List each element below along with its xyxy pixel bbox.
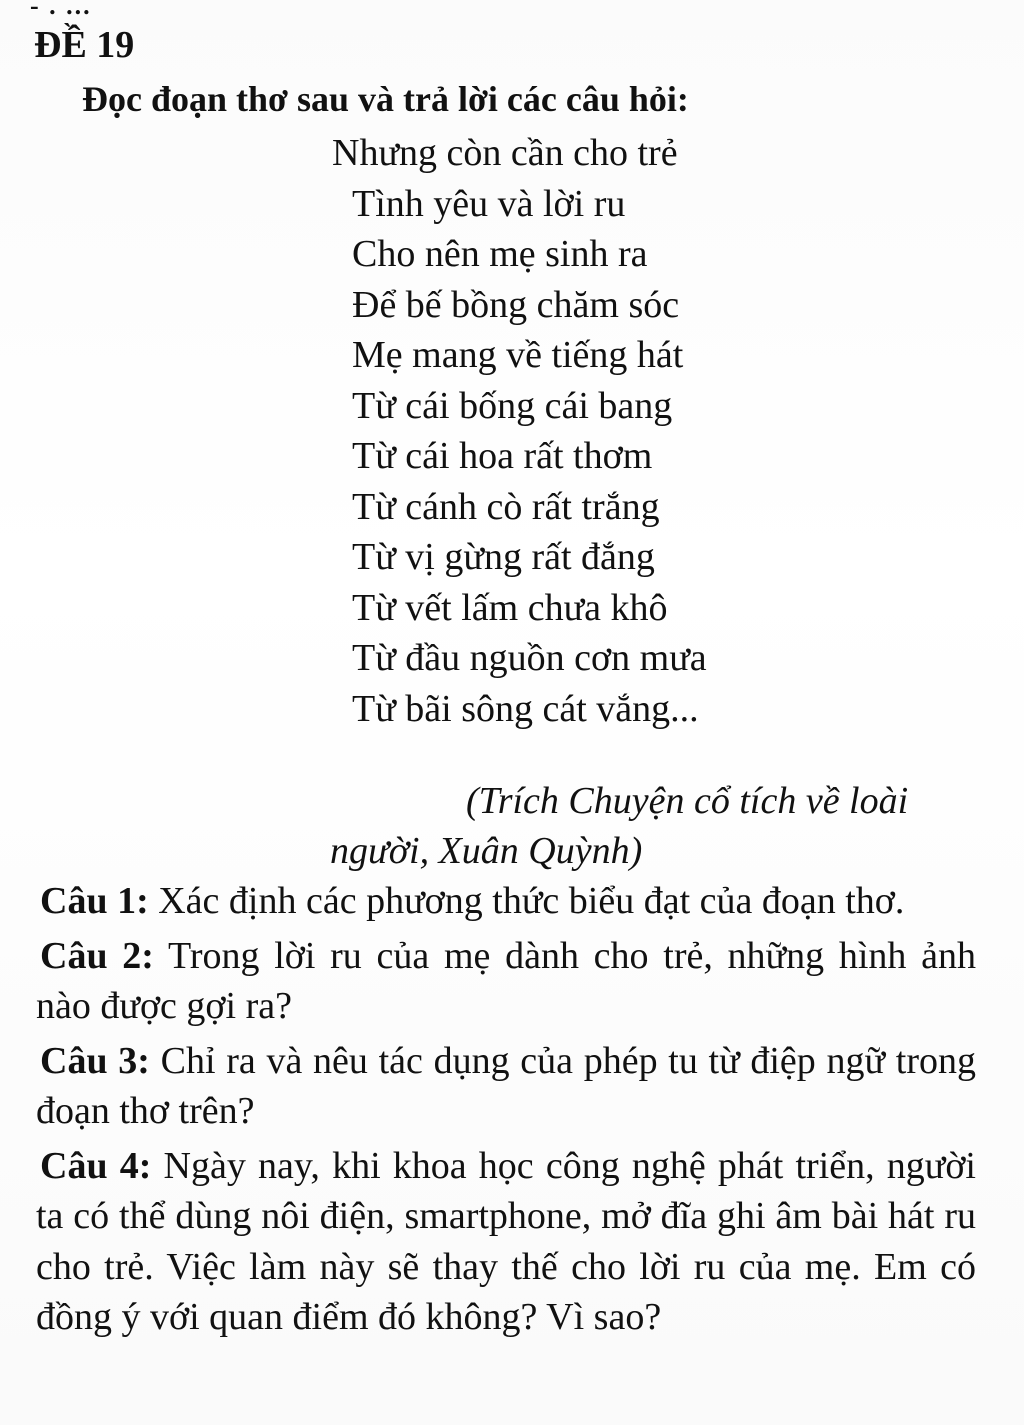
poem-excerpt [332, 128, 707, 734]
question-text: Chỉ ra và nêu tác dụng của phép tu từ điệp ngữ trong đoạn thơ trên? [36, 1039, 976, 1132]
poem-source-line-1: (Trích Chuyện cổ tích về loài [466, 780, 909, 822]
poem-line: Từ đầu nguồn cơn mưa [352, 637, 707, 679]
poem-line: Cho nên mẹ sinh ra [352, 233, 648, 275]
question-4 [36, 1141, 976, 1343]
poem-source-line-2: người, Xuân Quỳnh) [330, 830, 643, 872]
question-3 [36, 1036, 976, 1137]
poem-line: Từ cánh cò rất trắng [352, 485, 660, 528]
question-text: Trong lời ru của mẹ dành cho trẻ, những hình ảnh nào được gợi ra? [36, 934, 976, 1027]
question-1 [36, 876, 976, 927]
question-label: Câu 1: [40, 880, 149, 922]
question-label: Câu 3: [40, 1039, 150, 1082]
question-text: Ngày nay, khi khoa học công nghệ phát triển, người ta có thể dùng nôi điện, smartphone, mở đĩa ghi âm bài hát ru cho trẻ. Việc làm này sẽ thay thế cho lời ru của mẹ. Em có đồng ý với quan điểm đó không? Vì sao? [36, 1144, 976, 1338]
cut-off-header-text: - . ... [30, 0, 92, 20]
poem-line: Từ vết lấm chưa khô [352, 586, 668, 629]
poem-line: Từ cái hoa rất thơm [352, 435, 653, 477]
poem-line: Nhưng còn cần cho trẻ [332, 132, 678, 174]
question-text: Xác định các phương thức biểu đạt của đoạn thơ. [148, 880, 905, 922]
question-list [36, 876, 976, 1347]
poem-line: Từ bãi sông cát vắng... [352, 687, 699, 730]
exam-title: ĐỀ 19 [34, 24, 135, 66]
question-label: Câu 2: [40, 934, 154, 977]
poem-line: Để bế bồng chăm sóc [352, 283, 680, 326]
poem-line: Từ cái bống cái bang [352, 384, 673, 427]
poem-line: Tình yêu và lời ru [352, 182, 626, 225]
question-2 [36, 931, 976, 1032]
poem-line: Từ vị gừng rất đắng [352, 536, 655, 578]
question-label: Câu 4: [40, 1144, 152, 1187]
poem-line: Mẹ mang về tiếng hát [352, 334, 684, 376]
reading-instruction: Đọc đoạn thơ sau và trả lời các câu hỏi: [82, 79, 689, 119]
